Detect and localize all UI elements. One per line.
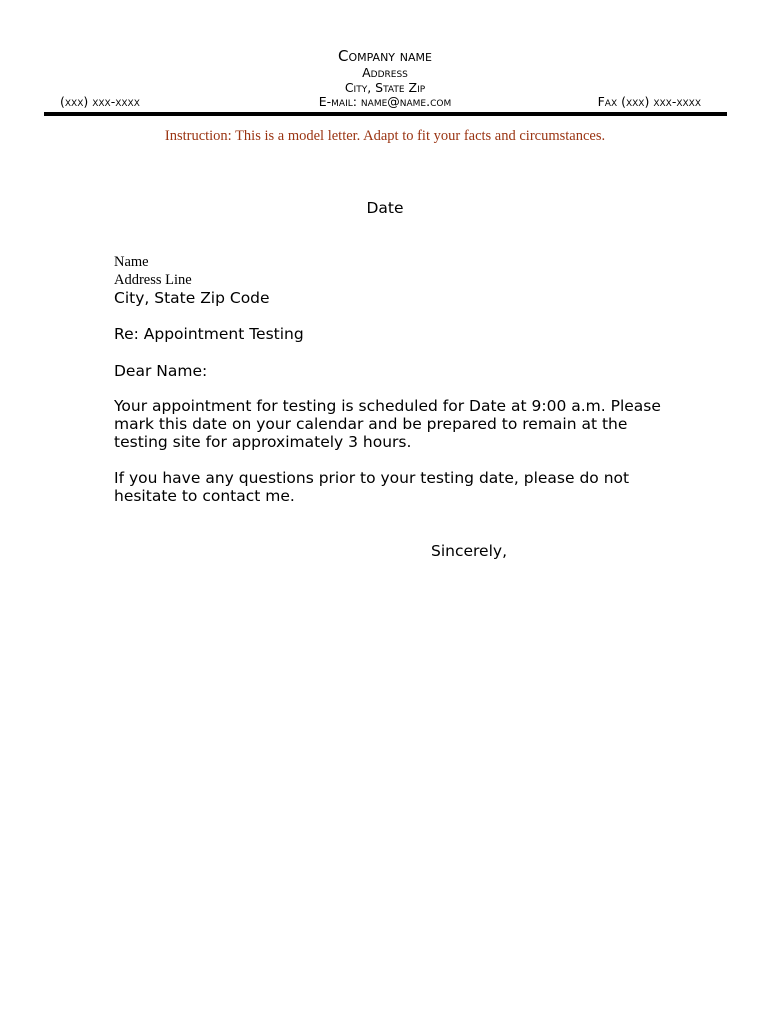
recipient-name: Name xyxy=(114,254,149,270)
company-fax: Fax (xxx) xxx-xxxx xyxy=(597,94,701,109)
paragraph-1-line: testing site for approximately 3 hours. xyxy=(114,433,412,451)
instruction-note: Instruction: This is a model letter. Adapt to fit your facts and circumstances. xyxy=(164,128,606,144)
salutation: Dear Name: xyxy=(114,362,208,380)
company-email: E-mail: name@name.com xyxy=(318,94,452,109)
paragraph-2-line: hesitate to contact me. xyxy=(114,487,295,505)
paragraph-1-line: Your appointment for testing is scheduled for Date at 9:00 a.m. Please xyxy=(114,397,661,415)
company-phone: (xxx) xxx-xxxx xyxy=(60,94,140,109)
closing: Sincerely, xyxy=(431,542,508,560)
body-paragraph-1 xyxy=(114,397,661,451)
recipient-address-line: Address Line xyxy=(114,272,192,288)
paragraph-2-line: If you have any questions prior to your testing date, please do not xyxy=(114,469,630,487)
company-city-state-zip: City, State Zip xyxy=(344,80,426,95)
company-address: Address xyxy=(362,65,408,80)
contact-row xyxy=(0,94,770,110)
subject-line: Re: Appointment Testing xyxy=(114,325,304,343)
letter-date: Date xyxy=(366,199,404,217)
body-paragraph-2 xyxy=(114,469,654,505)
paragraph-1-line: mark this date on your calendar and be prepared to remain at the xyxy=(114,415,628,433)
company-name: Company name xyxy=(338,47,432,65)
recipient-city-state-zip: City, State Zip Code xyxy=(114,289,270,307)
letterhead-divider xyxy=(44,112,727,116)
